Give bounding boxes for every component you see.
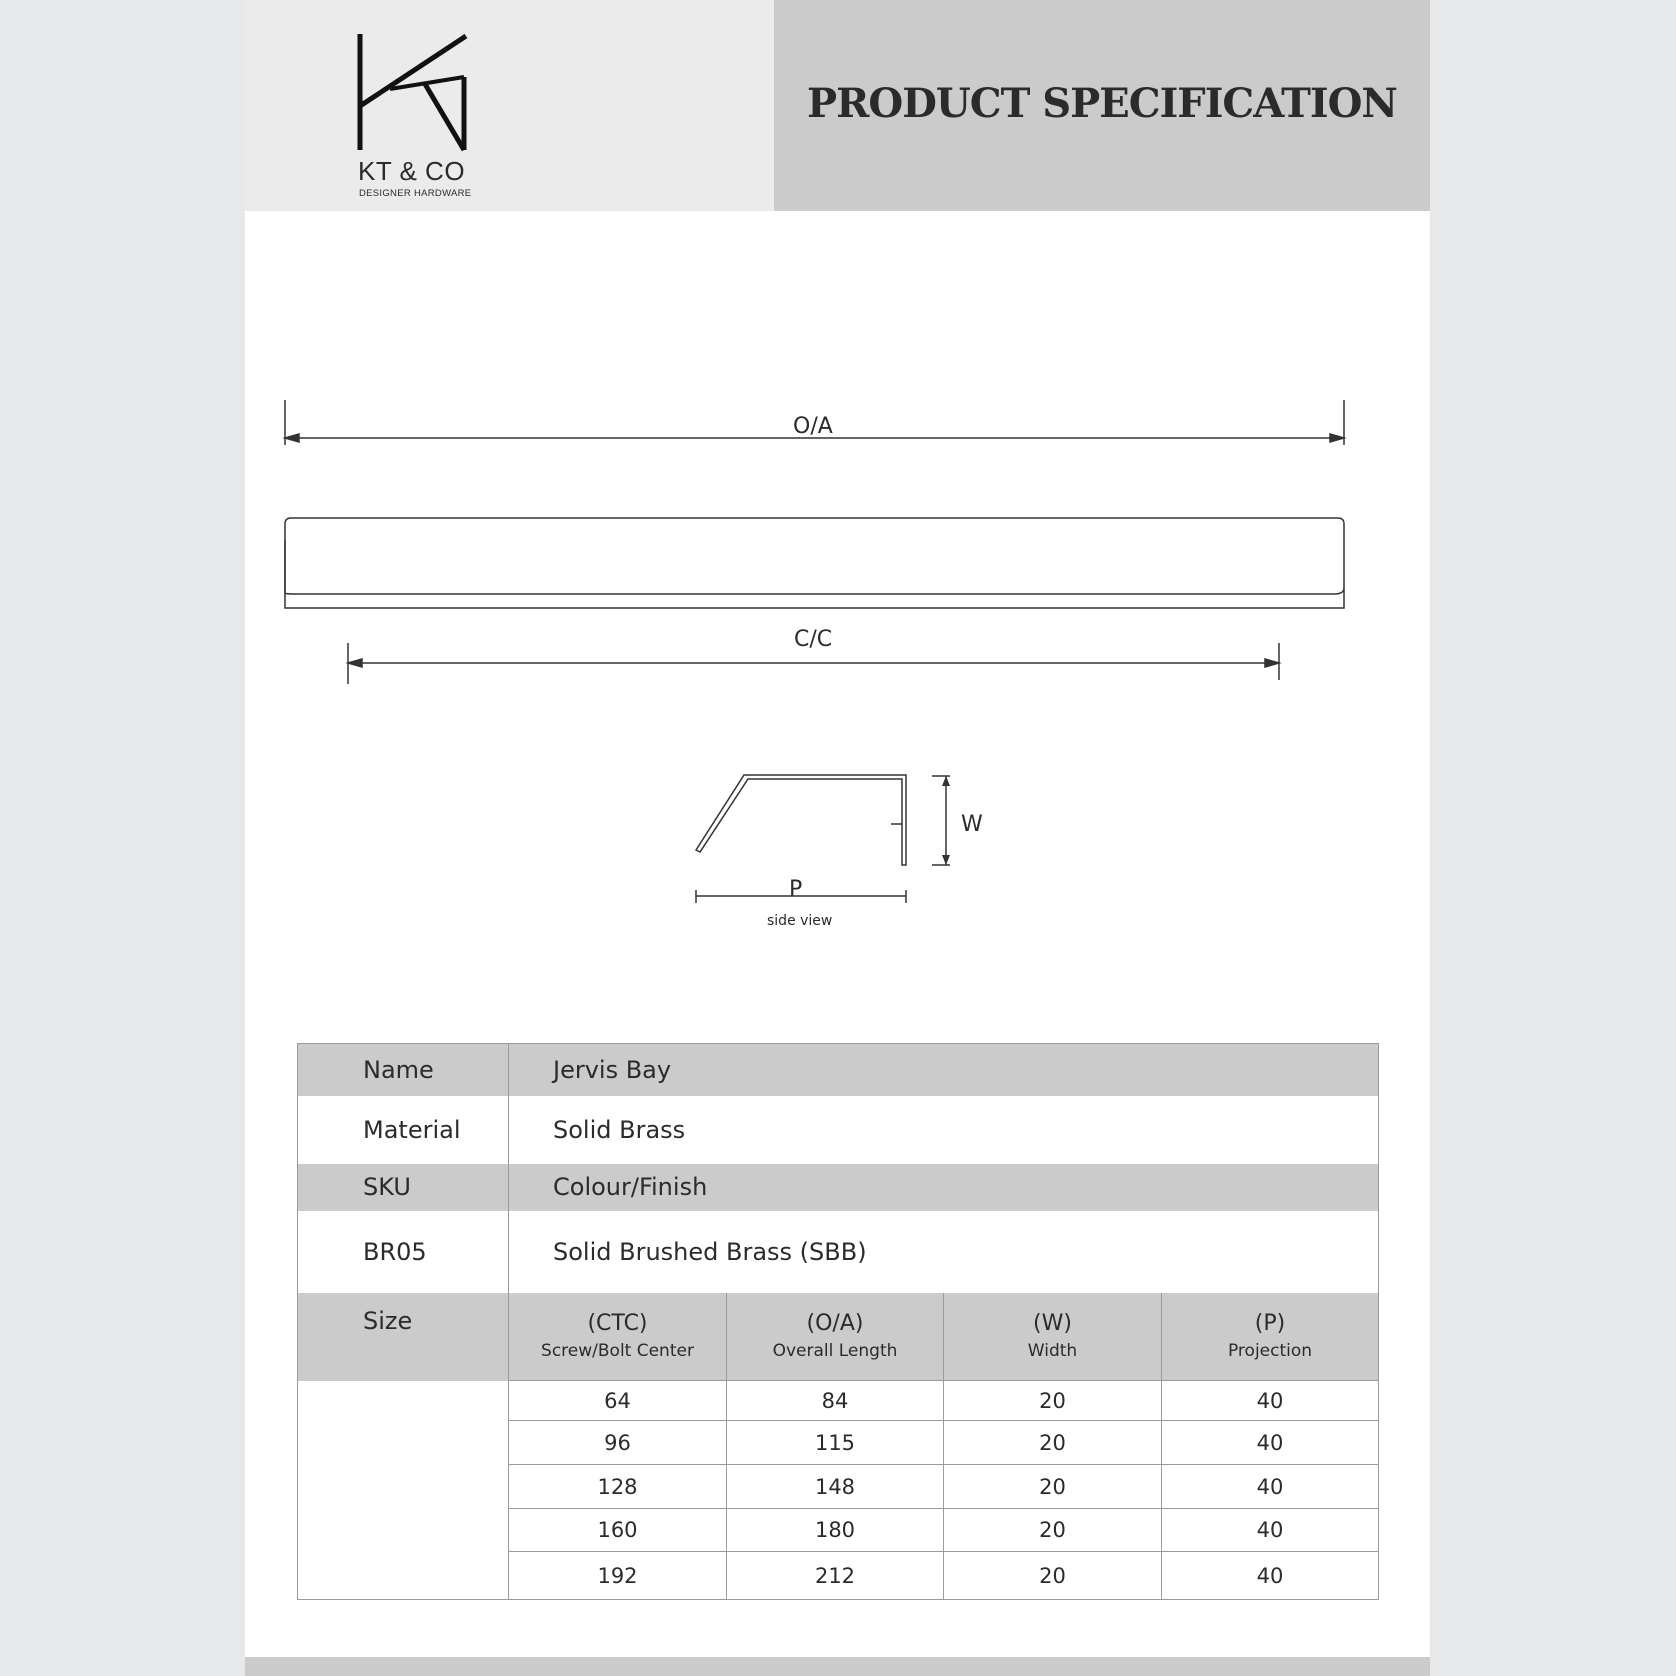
p-cell: 40 [1162,1421,1379,1465]
w-code: (W) [1033,1310,1072,1336]
oa-cell: 212 [727,1552,944,1600]
oa-cell: 84 [727,1381,944,1421]
sku-value: BR05 [298,1211,509,1293]
w-cell: 20 [944,1509,1162,1552]
oa-code: (O/A) [806,1310,864,1336]
brand-tagline: DESIGNER HARDWARE [359,188,472,199]
spec-table [297,1043,1379,1600]
w-label: W [961,812,983,837]
ctc-cell: 128 [509,1465,727,1509]
oa-header [727,1293,944,1381]
ctc-cell: 160 [509,1509,727,1552]
oa-desc: Overall Length [772,1340,898,1361]
finish-label: Colour/Finish [509,1164,1379,1211]
table-row [298,1381,1379,1421]
ctc-cell: 192 [509,1552,727,1600]
finish-value: Solid Brushed Brass (SBB) [553,1237,867,1266]
ctc-cell: 64 [509,1381,727,1421]
material-value: Solid Brass [553,1115,686,1144]
w-cell: 20 [944,1465,1162,1509]
footer-bar [245,1657,1430,1676]
oa-label: O/A [793,414,833,439]
p-label: P [789,877,803,902]
name-row [298,1044,1379,1096]
name-label: Name [298,1044,509,1096]
w-cell: 20 [944,1421,1162,1465]
sku-header-row [298,1164,1379,1211]
oa-cell: 115 [727,1421,944,1465]
sku-value-row [298,1211,1379,1293]
w-header [944,1293,1162,1381]
oa-cell: 180 [727,1509,944,1552]
sku-label: SKU [298,1164,509,1211]
size-spacer [298,1381,509,1600]
ctc-cell: 96 [509,1421,727,1465]
page-title: PRODUCT SPECIFICATION [807,80,1397,127]
p-desc: Projection [1227,1340,1313,1361]
handle-side-view [696,775,950,903]
p-header [1162,1293,1379,1381]
brand-name: KT & CO [358,156,466,186]
ctc-code: (CTC) [587,1310,648,1336]
name-value: Jervis Bay [509,1044,1379,1096]
ctc-desc: Screw/Bolt Center [541,1340,694,1361]
size-label: Size [298,1293,509,1381]
size-header-row [298,1293,1379,1381]
p-cell: 40 [1162,1381,1379,1421]
side-view-label: side view [767,913,833,929]
p-cell: 40 [1162,1509,1379,1552]
material-row [298,1096,1379,1164]
handle-top-view [285,518,1344,608]
cc-label: C/C [794,627,833,652]
p-code: (P) [1254,1310,1286,1336]
w-cell: 20 [944,1381,1162,1421]
oa-cell: 148 [727,1465,944,1509]
w-desc: Width [1027,1340,1078,1361]
w-cell: 20 [944,1552,1162,1600]
p-cell: 40 [1162,1552,1379,1600]
material-label: Material [298,1096,509,1164]
p-cell: 40 [1162,1465,1379,1509]
ctc-header [509,1293,727,1381]
